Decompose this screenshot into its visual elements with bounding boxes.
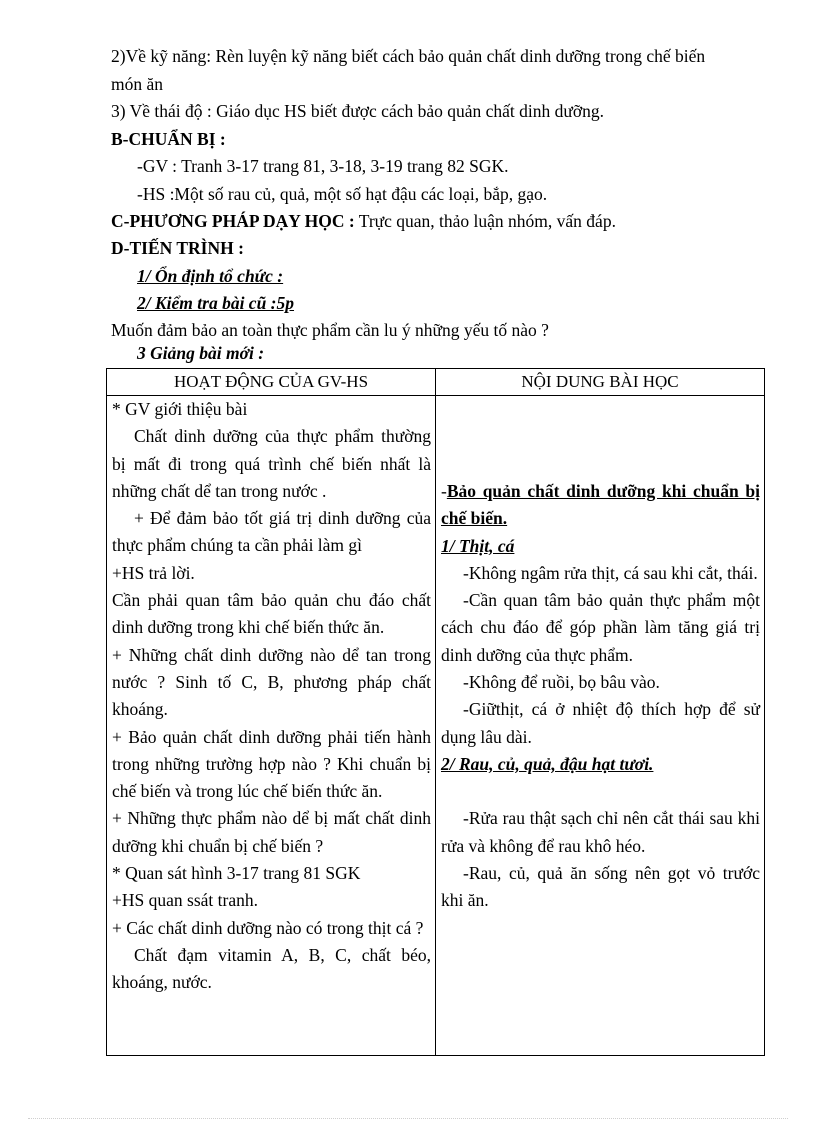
prep-heading: B-CHUẨN BỊ : (111, 129, 226, 149)
content-item: -Không ngâm rửa thịt, cá sau khi cắt, thái. (463, 562, 758, 583)
activity-paragraph: Cần phải quan tâm bảo quản chu đáo chất dinh dưỡng trong khi chế biến thức ăn. (112, 590, 431, 638)
content-cell (436, 396, 765, 1056)
header-activities: HOẠT ĐỘNG CỦA GV-HS (107, 369, 436, 396)
prep-hs: -HS :Một số rau củ, quả, một số hạt đậu các loại, bắp, gạo. (137, 184, 548, 204)
activity-question: + Để đảm bảo tốt giá trị dinh dưỡng của thực phẩm chúng ta cần phải làm gì (112, 508, 431, 556)
prep-gv: -GV : Tranh 3-17 trang 81, 3-18, 3-19 trang 82 SGK. (137, 156, 509, 176)
method-heading: C-PHƯƠNG PHÁP DẠY HỌC : (111, 211, 355, 231)
old-lesson-question: Muốn đảm bảo an toàn thực phẩm cần lu ý những yếu tố nào ? (111, 320, 549, 340)
activity-question: + Các chất dinh dưỡng nào có trong thịt cá ? (112, 917, 424, 938)
content-item: -Rau, củ, quả ăn sống nên gọt vỏ trước khi ăn. (441, 862, 760, 911)
skills-line-2: món ăn (111, 74, 164, 94)
content-item: -Không để ruồi, bọ bâu vào. (463, 672, 660, 693)
attitude-line: 3) Về thái độ : Giáo dục HS biết được cách bảo quản chất dinh dưỡng. (111, 101, 605, 121)
process-heading: D-TIẾN TRÌNH : (111, 238, 244, 258)
section-dash: - (441, 481, 447, 501)
header-content: NỘI DUNG BÀI HỌC (436, 369, 765, 396)
step-1: 1/ Ổn định tổ chức : (137, 266, 284, 286)
table-body-row (107, 396, 765, 1056)
content-item: -Cần quan tâm bảo quản thực phẩm một cách chu đáo để góp phần làm tăng giá trị dinh dưỡng của thực phẩm. (441, 590, 760, 665)
section-title (436, 478, 764, 533)
activity-intro: * GV giới thiệu bài (112, 399, 248, 419)
activity-observe: * Quan sát hình 3-17 trang 81 SGK (112, 863, 361, 884)
lesson-table (106, 368, 765, 1056)
content-item: -Giữthịt, cá ở nhiệt độ thích hợp để sử dụng lâu dài. (441, 699, 760, 747)
subsection-meat-fish: 1/ Thịt, cá (441, 535, 515, 556)
activity-student-observe: +HS quan ssát tranh. (112, 890, 258, 911)
method-line (111, 208, 616, 235)
skills-line-1: 2)Về kỹ năng: Rèn luyện kỹ năng biết cách bảo quản chất dinh dưỡng trong chế biến (111, 46, 706, 66)
subsection-vegetables: 2/ Rau, củ, quả, đậu hạt tươi. (441, 753, 654, 774)
content-item: -Rửa rau thật sạch chỉ nên cắt thái sau khi rửa và không để rau khô héo. (441, 808, 760, 856)
section-title-text: Bảo quản chất dinh dưỡng khi chuẩn bị chế biến. (441, 481, 760, 529)
page-bottom-rule (28, 1118, 788, 1119)
activity-answer: Chất đạm vitamin A, B, C, chất béo, khoáng, nước. (112, 944, 431, 993)
activity-question: + Những thực phẩm nào dể bị mất chất dinh dưỡng khi chuẩn bị chế biến ? (112, 808, 431, 856)
activity-question: + Bảo quản chất dinh dưỡng phải tiến hành trong những trường hợp nào ? Khi chuẩn bị chế biến và trong lúc chế biến thức ăn. (112, 726, 431, 802)
activity-paragraph: Chất dinh dưỡng của thực phẩm thường bị mất đi trong quá trình chế biến nhất là những chất dể tan trong nước . (112, 426, 431, 501)
activities-cell (107, 396, 436, 1056)
step-3: 3 Giảng bài mới : (137, 343, 265, 363)
step-2: 2/ Kiểm tra bài cũ :5p (137, 293, 295, 313)
method-text: Trực quan, thảo luận nhóm, vấn đáp. (354, 211, 616, 231)
activity-student-answer: +HS trả lời. (112, 562, 195, 583)
activity-question: + Những chất dinh dưỡng nào dể tan trong nước ? Sinh tố C, B, phương pháp chất khoáng. (112, 644, 431, 720)
table-header-row (107, 369, 765, 396)
